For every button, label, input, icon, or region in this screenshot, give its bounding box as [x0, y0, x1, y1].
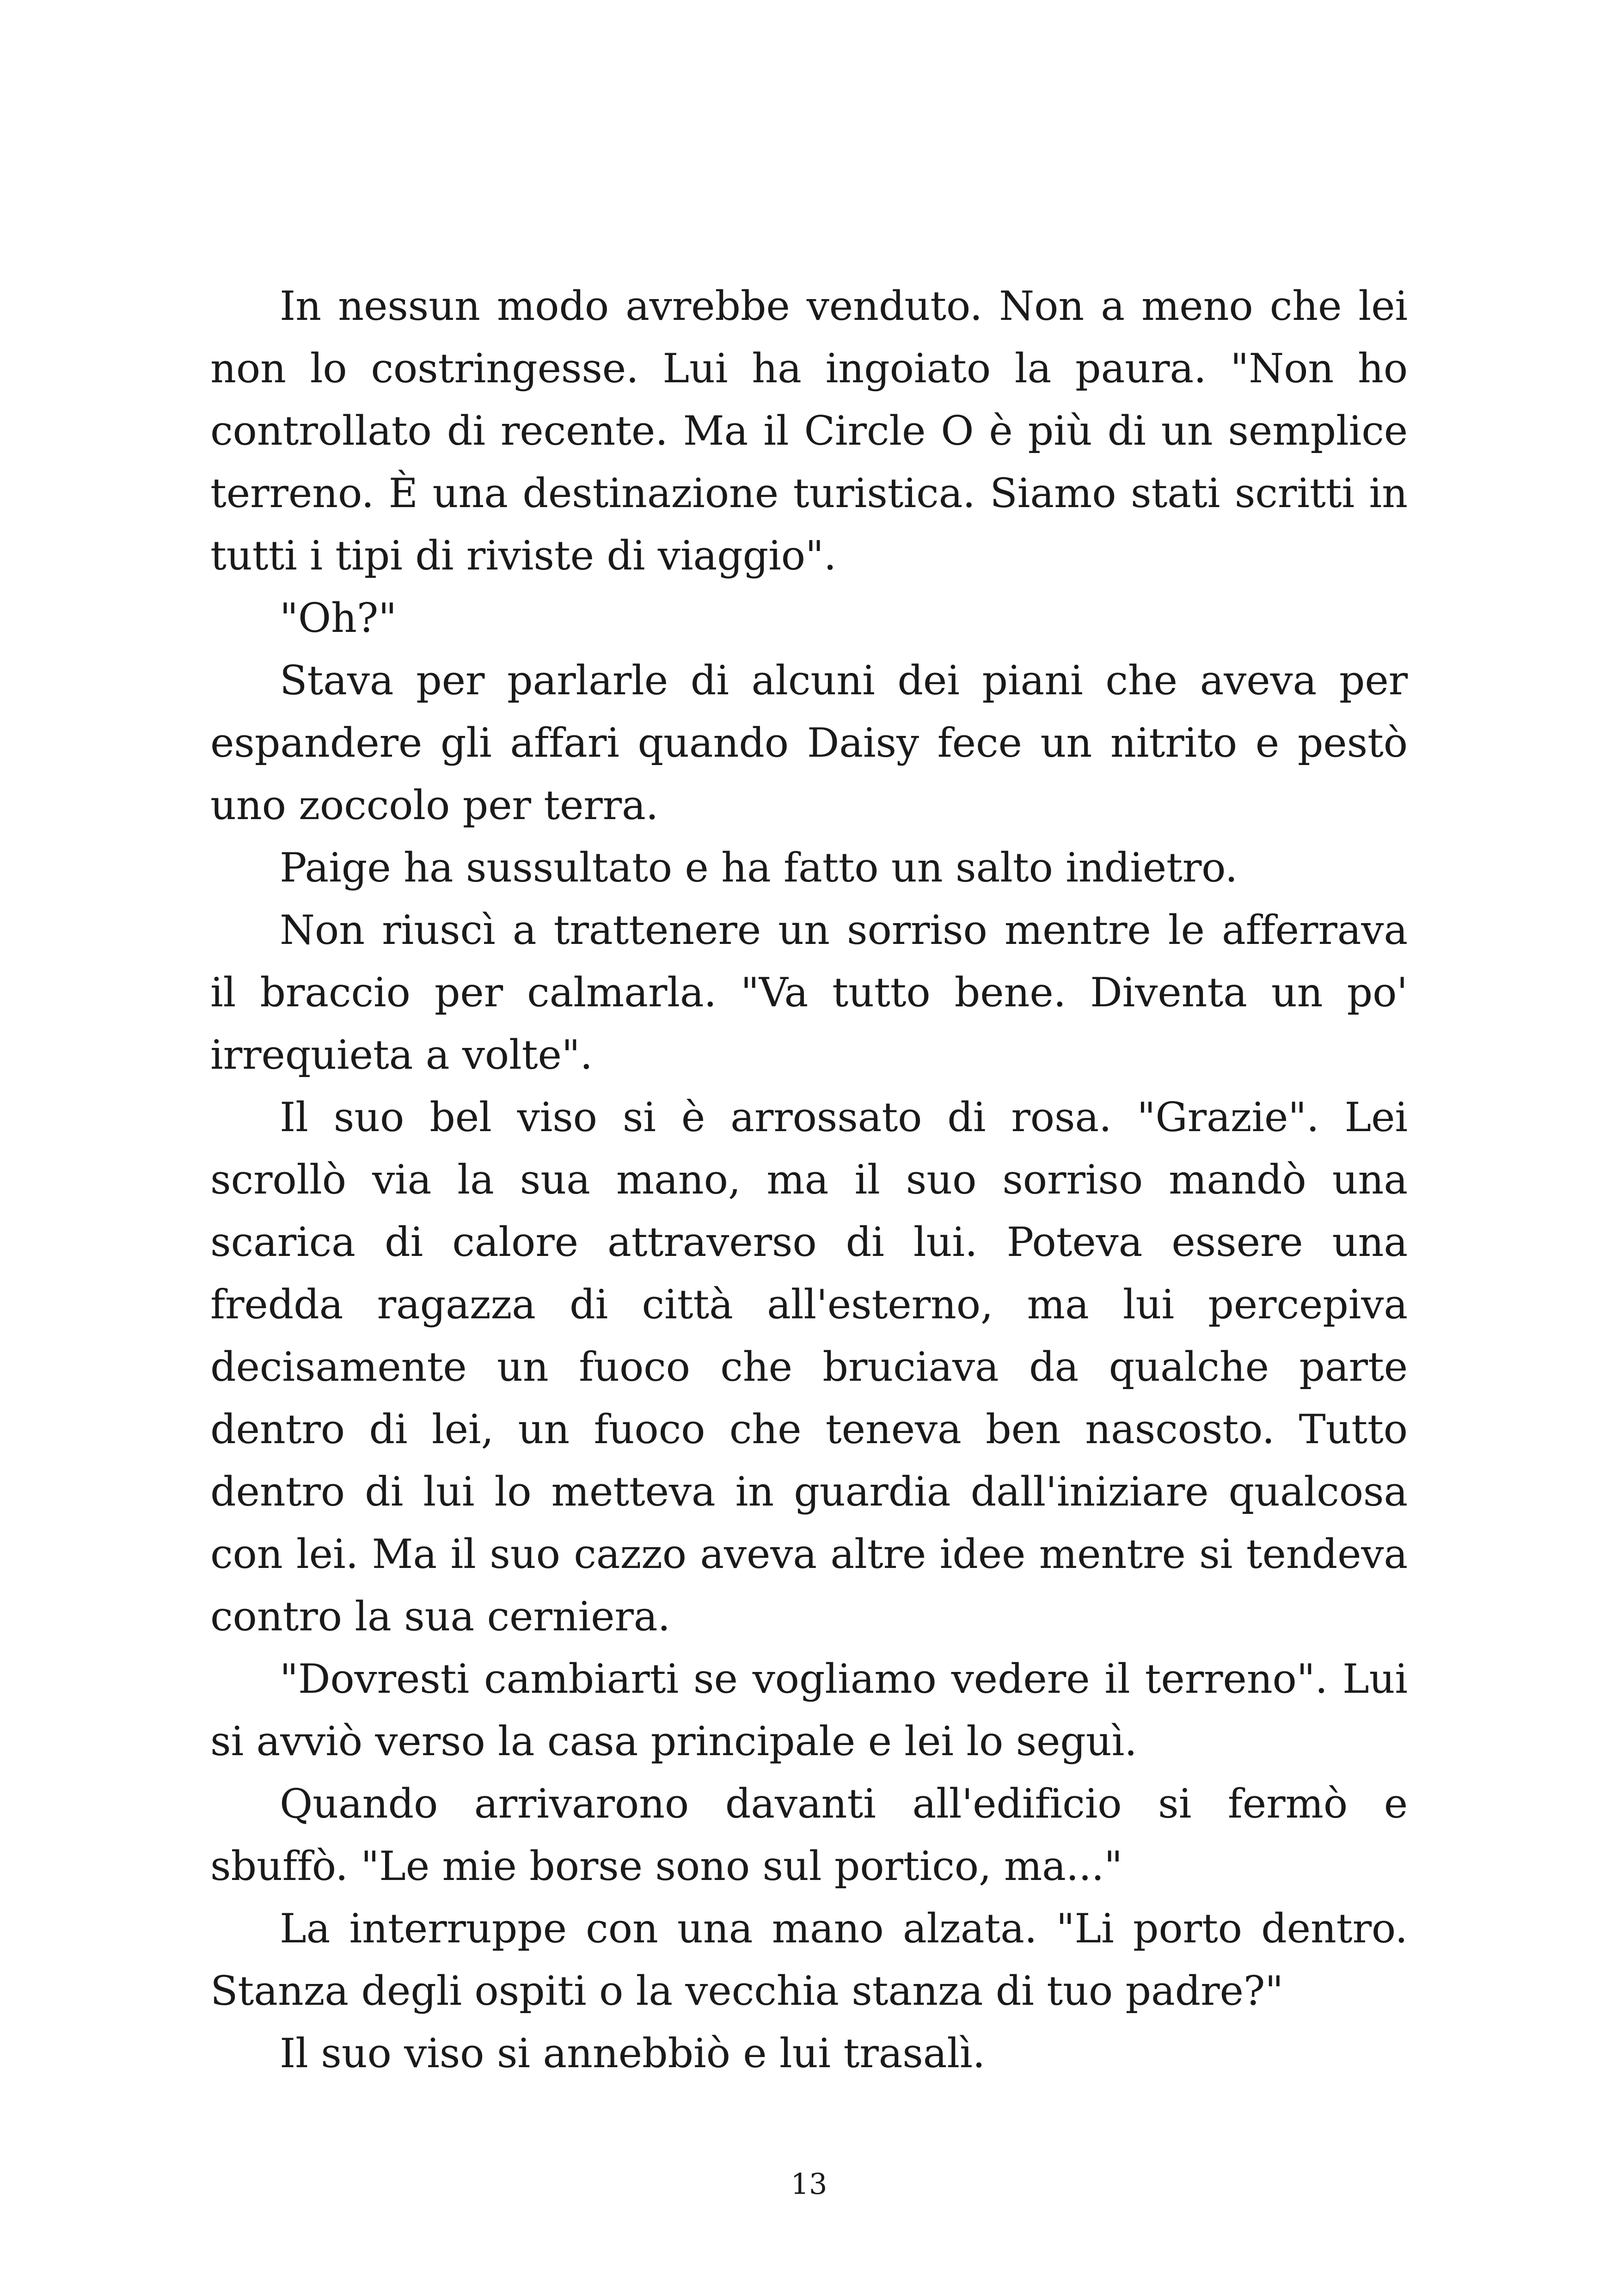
paragraph: "Dovresti cambiarti se vogliamo vedere il terreno". Lui si avviò verso la casa principale e lei lo seguì.	[210, 1655, 1408, 1765]
paragraph: Paige ha sussultato e ha fatto un salto indietro.	[280, 844, 1238, 891]
paragraph: In nessun modo avrebbe venduto. Non a meno che lei non lo costringesse. Lui ha ingoiato la paura. "Non ho controllato di recente. Ma il Circle O è più di un semplice terreno. È una destinazione turistica. Siamo stati scritti in tutti i tipi di riviste di viaggio".	[210, 282, 1408, 579]
paragraph: "Oh?"	[280, 594, 397, 642]
page-body	[210, 275, 1408, 2085]
paragraph: Il suo viso si annebbiò e lui trasalì.	[280, 2030, 986, 2077]
paragraph: Il suo bel viso si è arrossato di rosa. "Grazie". Lei scrollò via la sua mano, ma il suo sorriso mandò una scarica di calore attraverso di lui. Poteva essere una fredda ragazza di città all'esterno, ma lui percepiva decisamente un fuoco che bruciava da qualche parte dentro di lei, un fuoco che teneva ben nascosto. Tutto dentro di lui lo metteva in guardia dall'iniziare qualcosa con lei. Ma il suo cazzo aveva altre idee mentre si tendeva contro la sua cerniera.	[210, 1094, 1408, 1640]
paragraph: Quando arrivarono davanti all'edificio si fermò e sbuffò. "Le mie borse sono sul portico, ma..."	[210, 1780, 1408, 1890]
paragraph: La interruppe con una mano alzata. "Li porto dentro. Stanza degli ospiti o la vecchia stanza di tuo padre?"	[210, 1905, 1408, 2014]
paragraph: Stava per parlarle di alcuni dei piani che aveva per espandere gli affari quando Daisy fece un nitrito e pestò uno zoccolo per terra.	[210, 657, 1408, 829]
paragraph: Non riuscì a trattenere un sorriso mentre le afferrava il braccio per calmarla. "Va tutto bene. Diventa un po' irrequieta a volte".	[210, 906, 1408, 1078]
page-number: 13	[791, 2167, 827, 2201]
